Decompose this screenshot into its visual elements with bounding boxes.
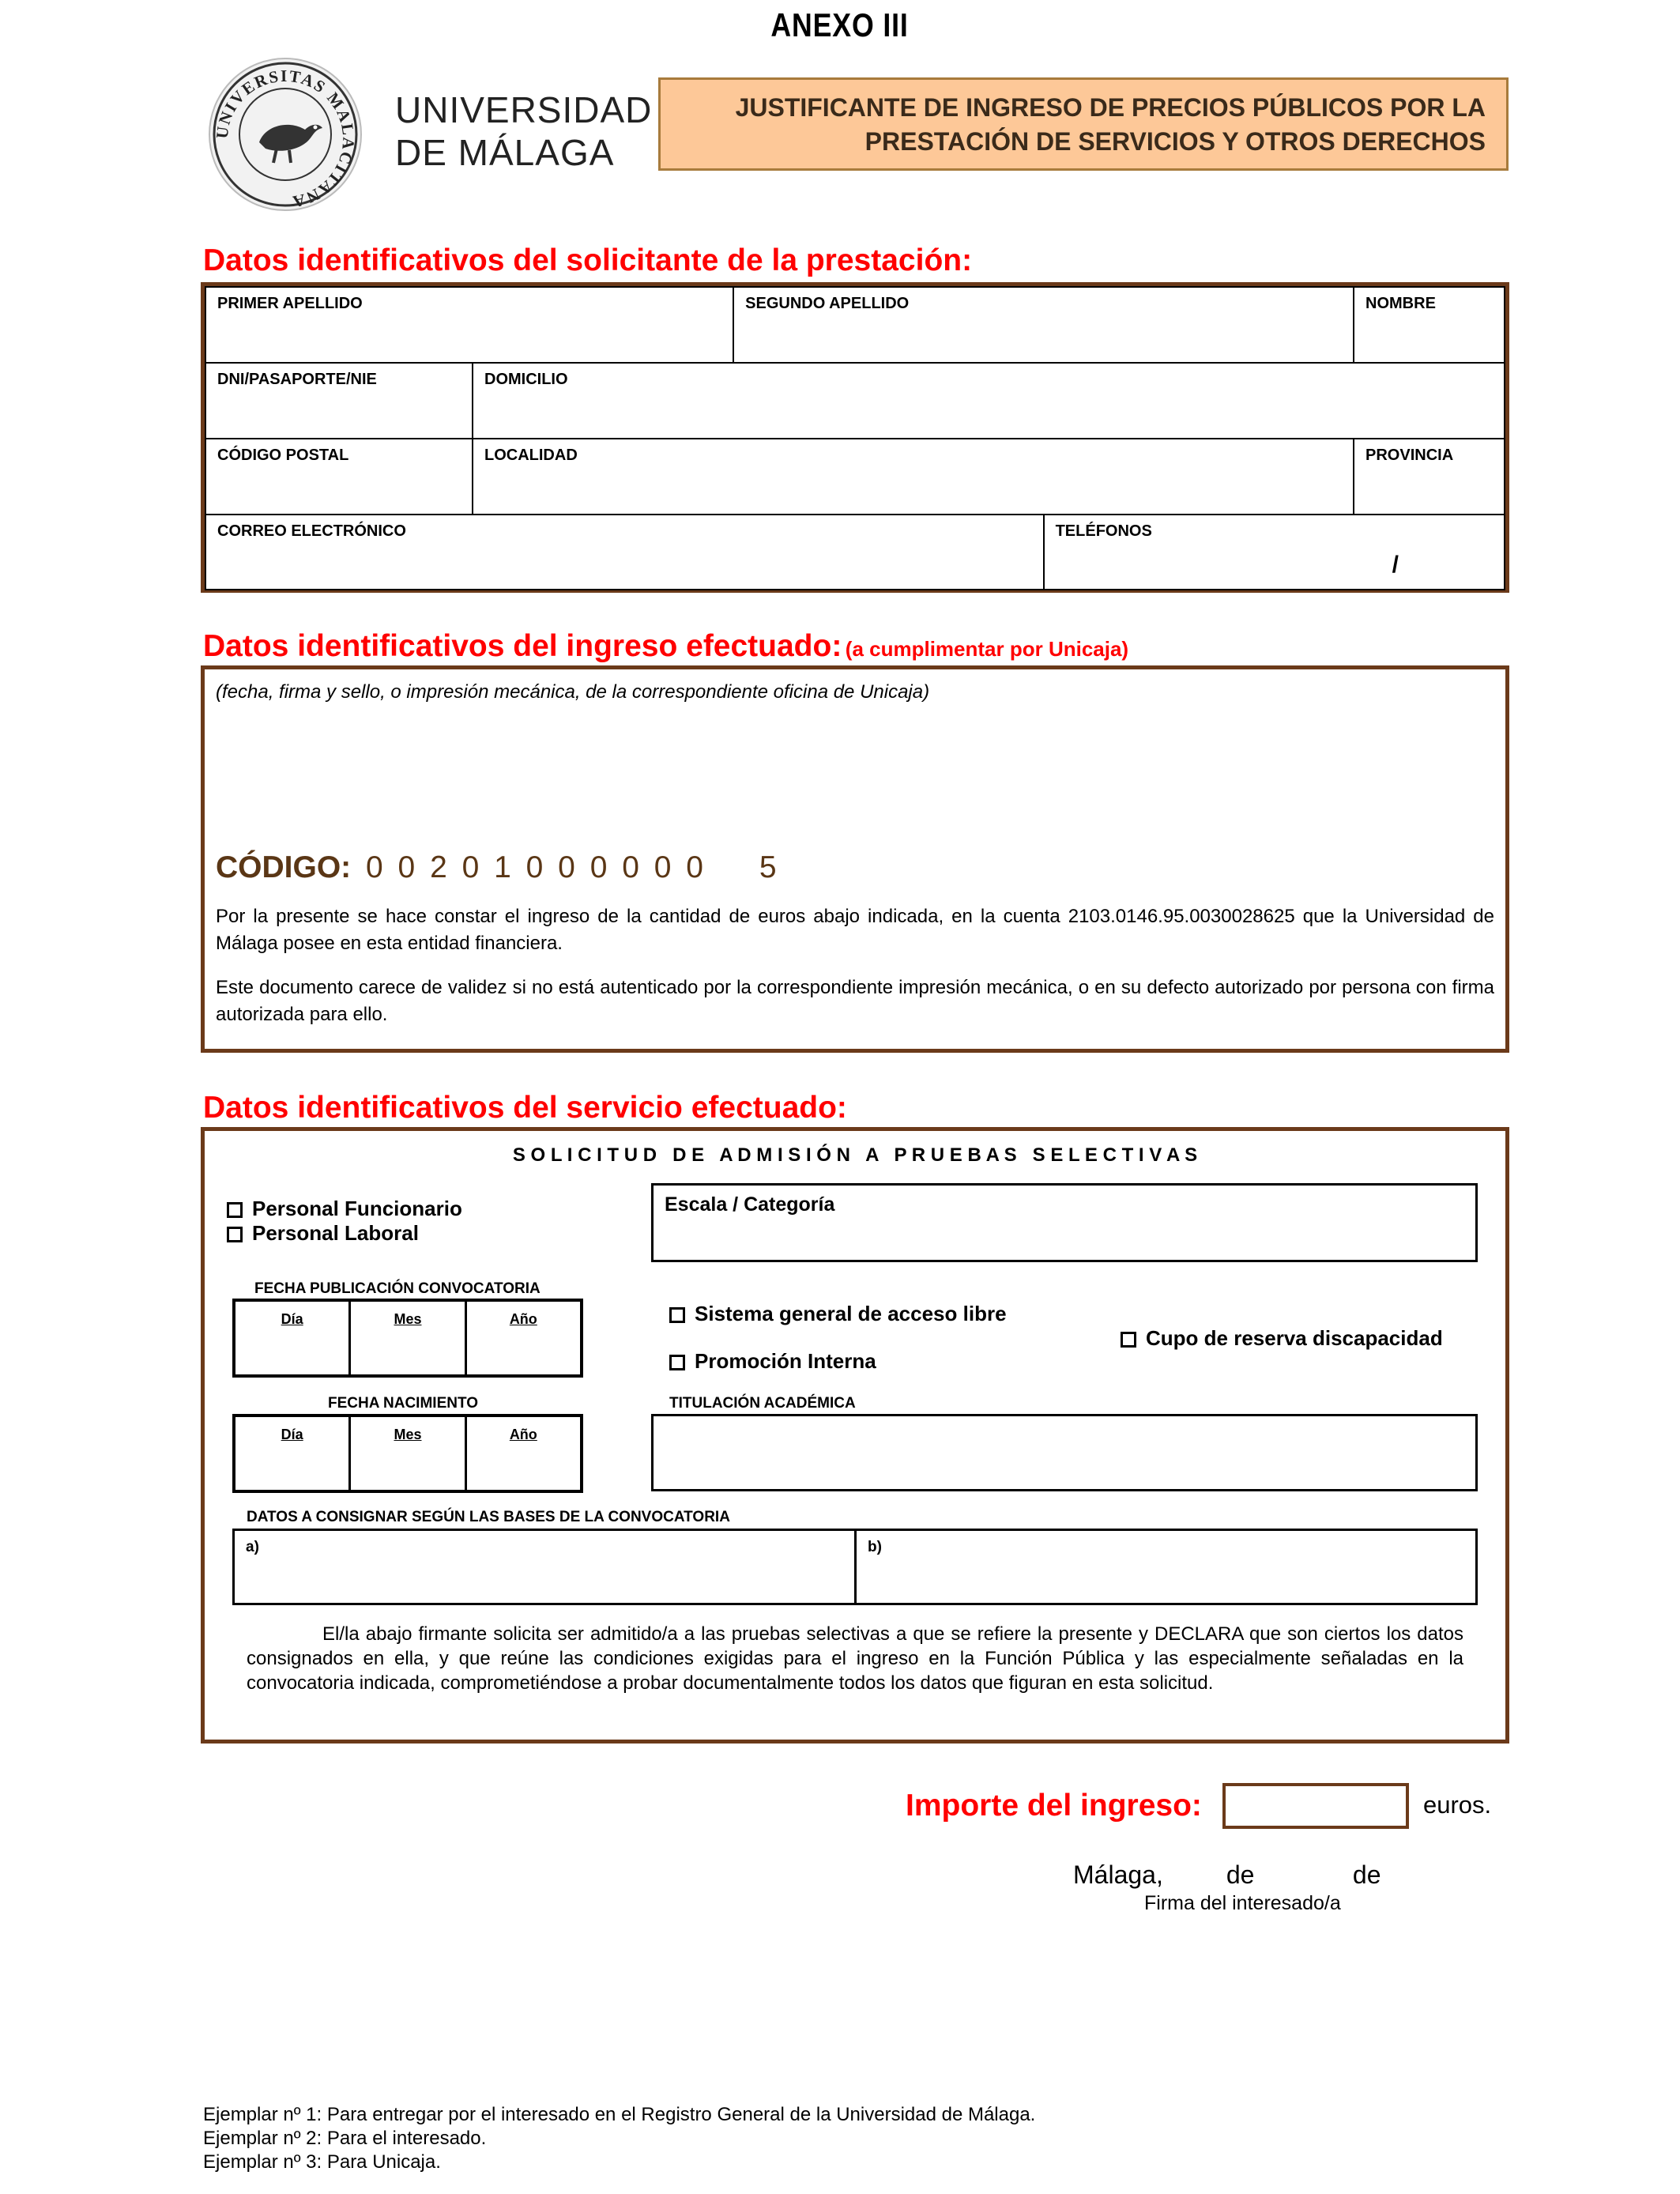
phones-field[interactable]: TELÉFONOS / xyxy=(1044,515,1505,590)
seal-text: UNIVERSITAS MALACITANA xyxy=(212,66,359,212)
name-field[interactable]: NOMBRE xyxy=(1354,287,1505,363)
option-personal-funcionario[interactable]: Personal Funcionario xyxy=(227,1197,462,1221)
code-check-digit: 5 xyxy=(759,850,777,884)
laboral-checkbox[interactable] xyxy=(227,1227,243,1242)
birth-date-label: FECHA NACIMIENTO xyxy=(328,1395,478,1412)
code-value: 0 0 2 0 1 0 0 0 0 0 0 xyxy=(366,850,706,884)
address-field[interactable]: DOMICILIO xyxy=(473,363,1505,439)
payment-section-title: Datos identificativos del ingreso efectuado: xyxy=(203,629,842,663)
applicant-data-table xyxy=(205,286,1505,590)
birth-year[interactable]: Año xyxy=(509,1427,537,1442)
bank-stamp-instruction: (fecha, firma y sello, o impresión mecánica, de la correspondiente oficina de Unicaja) xyxy=(216,681,930,703)
option-personal-laboral[interactable]: Personal Laboral xyxy=(227,1221,419,1246)
phones-separator: / xyxy=(1392,552,1399,578)
birth-date-field[interactable] xyxy=(232,1414,583,1493)
validity-paragraph: Este documento carece de validez si no está autenticado por la correspondiente impresión mecánica, o en su defecto autorizado por persona con firma autorizada para ello. xyxy=(216,977,1494,1025)
admission-heading: S O L I C I T U D D E A D M I S I Ó N A P R U E B A S S E L E C T I V A S xyxy=(512,1144,1198,1166)
birth-day[interactable]: Día xyxy=(235,1417,351,1490)
signature-caption: Firma del interesado/a xyxy=(1144,1892,1341,1914)
second-surname-field[interactable]: SEGUNDO APELLIDO xyxy=(733,287,1354,363)
province-field[interactable]: PROVINCIA xyxy=(1354,439,1505,515)
amount-unit: euros. xyxy=(1423,1791,1492,1819)
funcionario-checkbox[interactable] xyxy=(227,1202,243,1218)
publication-month[interactable]: Mes xyxy=(351,1302,466,1374)
university-name: UNIVERSIDAD DE MÁLAGA xyxy=(395,89,653,173)
degree-label: TITULACIÓN ACADÉMICA xyxy=(669,1395,856,1412)
email-field[interactable]: CORREO ELECTRÓNICO xyxy=(205,515,1044,590)
university-seal-logo xyxy=(204,57,367,212)
declaration-paragraph: El/la abajo firmante solicita ser admitido/a a las pruebas selectivas a que se refiere la presente y DECLARA que son ciertos los datos consignados en ella, y que reúne las condiciones exigidas para el ingreso en la Función Pública y las especialmente señaladas en la convocatoria indicada, comprometiéndose a probar documentalmente todos los datos que figuran en esta solicitud. xyxy=(247,1623,1463,1694)
acceso-libre-checkbox[interactable] xyxy=(669,1307,685,1323)
birth-month[interactable]: Mes xyxy=(351,1417,466,1490)
payment-section-note: (a cumplimentar por Unicaja) xyxy=(845,637,1129,661)
payment-account-paragraph: Por la presente se hace constar el ingreso de la cantidad de euros abajo indicada, en la cuenta 2103.0146.95.0030028625 que la Universidad de Málaga posee en esta entidad financiera. xyxy=(216,906,1494,954)
signature-place-date: Málaga, de de xyxy=(1073,1860,1381,1889)
footer-copy-3: Ejemplar nº 3: Para Unicaja. xyxy=(203,2151,441,2173)
publication-date-label: FECHA PUBLICACIÓN CONVOCATORIA xyxy=(254,1280,541,1297)
applicant-section-title: Datos identificativos del solicitante de la prestación: xyxy=(203,243,973,277)
postal-code-field[interactable]: CÓDIGO POSTAL xyxy=(205,439,473,515)
publication-date-field[interactable] xyxy=(232,1299,583,1378)
payment-section-header xyxy=(203,629,1128,664)
discapacidad-checkbox[interactable] xyxy=(1121,1332,1136,1348)
document-title-box: JUSTIFICANTE DE INGRESO DE PRECIOS PÚBLICOS POR LA PRESTACIÓN DE SERVICIOS Y OTROS DERECHOS xyxy=(658,77,1509,171)
code-label: CÓDIGO: xyxy=(216,850,352,884)
promocion-interna-checkbox[interactable] xyxy=(669,1355,685,1370)
publication-year[interactable]: Año xyxy=(509,1311,537,1327)
bases-field-b[interactable]: b) xyxy=(854,1529,1478,1605)
footer-copy-2: Ejemplar nº 2: Para el interesado. xyxy=(203,2128,487,2149)
payment-code xyxy=(216,850,777,885)
amount-label: Importe del ingreso: xyxy=(906,1789,1202,1823)
amount-input[interactable] xyxy=(1222,1783,1409,1829)
publication-day[interactable]: Día xyxy=(235,1302,351,1374)
service-section-title: Datos identificativos del servicio efectuado: xyxy=(203,1091,847,1125)
escala-categoria-field[interactable]: Escala / Categoría xyxy=(651,1183,1478,1262)
option-cupo-discapacidad[interactable]: Cupo de reserva discapacidad xyxy=(1121,1326,1443,1351)
option-promocion-interna[interactable]: Promoción Interna xyxy=(669,1349,876,1374)
bases-data-label: DATOS A CONSIGNAR SEGÚN LAS BASES DE LA CONVOCATORIA xyxy=(247,1509,730,1525)
first-surname-field[interactable]: PRIMER APELLIDO xyxy=(205,287,733,363)
bases-field-a[interactable]: a) xyxy=(232,1529,857,1605)
footer-copy-1: Ejemplar nº 1: Para entregar por el interesado en el Registro General de la Universidad de Málaga. xyxy=(203,2104,1036,2125)
option-acceso-libre[interactable]: Sistema general de acceso libre xyxy=(669,1302,1007,1326)
id-document-field[interactable]: DNI/PASAPORTE/NIE xyxy=(205,363,473,439)
degree-field[interactable] xyxy=(651,1414,1478,1491)
locality-field[interactable]: LOCALIDAD xyxy=(473,439,1354,515)
annex-title: ANEXO III xyxy=(770,6,910,43)
